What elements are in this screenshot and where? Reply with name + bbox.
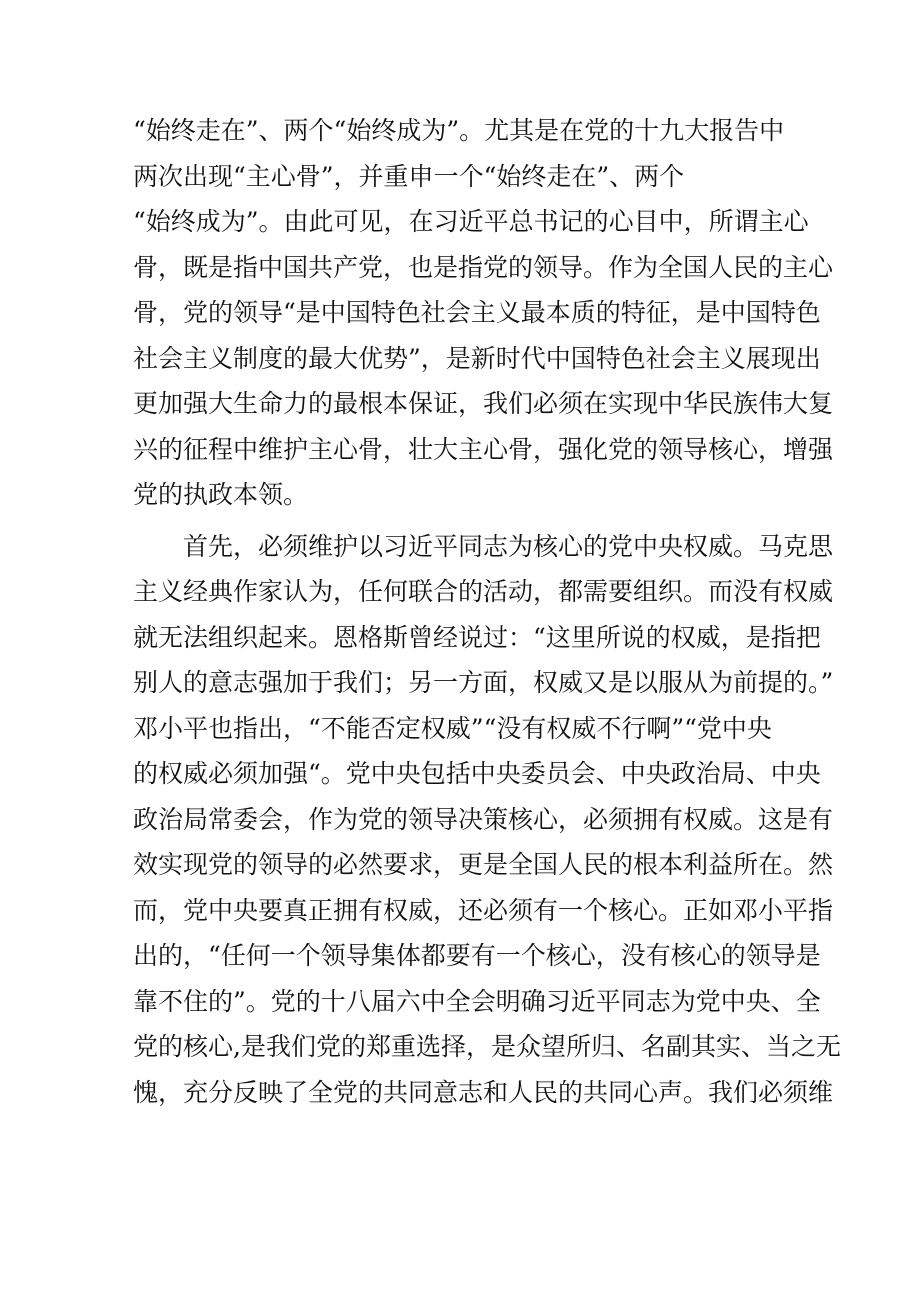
text-line: 党的核心,是我们党的郑重选择，是众望所归、名副其实、当之无 <box>133 1032 841 1061</box>
text-line: 邓小平也指出，“不能否定权威”“没有权威不行啊”“党中央 <box>133 713 772 743</box>
text-line: “始终成为”。由此可见，在习近平总书记的心目中，所谓主心 <box>133 207 809 236</box>
text-line: 更加强大生命力的最根本保证，我们必须在实现中华民族伟大复 <box>133 389 834 418</box>
text-line: 靠不住的”。党的十八届六中全会明确习近平同志为党中央、全 <box>133 986 821 1016</box>
text-line: 的权威必须加强“。党中央包括中央委员会、中央政治局、中央 <box>133 759 821 788</box>
text-line: 主义经典作家认为，任何联合的活动，都需要组织。而没有权威 <box>133 577 834 606</box>
text-line: 兴的征程中维护主心骨，壮大主心骨，强化党的领导核心，增强 <box>133 434 834 464</box>
text-line: 愧，充分反映了全党的共同意志和人民的共同心声。我们必须维 <box>133 1077 834 1107</box>
text-line: 而，党中央要真正拥有权威，还必须有一个核心。正如邓小平指 <box>133 895 834 925</box>
text-line: 骨，党的领导“是中国特色社会主义最本质的特征，是中国特色 <box>133 298 821 327</box>
text-line: 首先，必须维护以习近平同志为核心的党中央权威。马克思 <box>133 531 834 561</box>
text-line: 党的执政本领。 <box>133 480 309 509</box>
text-line: 政治局常委会，作为党的领导决策核心，必须拥有权威。这是有 <box>133 804 834 834</box>
text-line: 社会主义制度的最大优势”，是新时代中国特色社会主义展现出 <box>133 343 821 373</box>
text-line: 别人的意志强加于我们；另一方面，权威又是以服从为前提的。” <box>133 668 834 697</box>
text-line: “始终走在”、两个“始终成为”。尤其是在党的十九大报告中 <box>133 116 785 145</box>
text-line: 骨，既是指中国共产党，也是指党的领导。作为全国人民的主心 <box>133 252 834 282</box>
body-text <box>133 108 841 1115</box>
text-line: 两次出现“主心骨”，并重申一个“始终走在”、两个 <box>133 161 685 191</box>
text-line: 效实现党的领导的必然要求，更是全国人民的根本利益所在。然 <box>133 850 834 879</box>
text-line: 就无法组织起来。恩格斯曾经说过：“这里所说的权威，是指把 <box>133 622 821 652</box>
text-line: 出的，“任何一个领导集体都要有一个核心，没有核心的领导是 <box>133 941 821 970</box>
